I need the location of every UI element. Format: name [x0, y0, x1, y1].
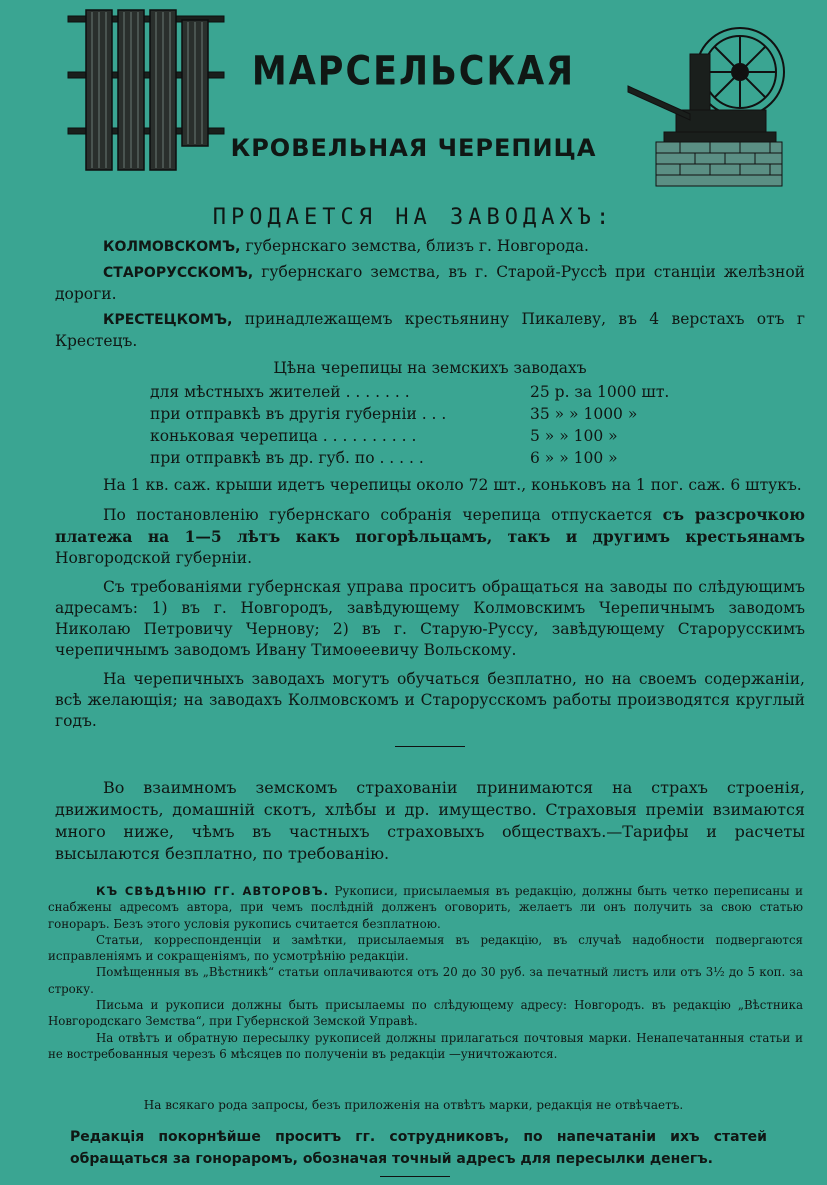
factory-name: КОЛМОВСКОМЪ, [103, 239, 241, 255]
fee-note: Редакція покорнѣйше проситъ гг. сотрудниковъ, по напечатаніи ихъ статей обращаться за гонораромъ, обозначая точный адресъ для пересылки денегъ. [70, 1129, 767, 1167]
price-label: коньковая черепица . . . . . . . . . . [150, 427, 417, 445]
main-text [55, 236, 805, 869]
price-value: 5 » » 100 » [530, 427, 618, 445]
stamps-note: На всякаго рода запросы, безъ приложенія на отвѣтъ марки, редакція не отвѣчаетъ. [143, 1098, 684, 1112]
credit-region: Новгородской губерніи. [55, 549, 252, 567]
page-subtitle: КРОВЕЛЬНАЯ ЧЕРЕПИЦА [230, 134, 597, 162]
authors-notice-text: Рукописи, присылаемыя въ редакцію, должны быть четко переписаны и снабжены адресомъ автора, при чемъ послѣдній долженъ оговорить, желаетъ ли онъ получить за свою статью гонораръ. Безъ этого условія рукопись считается безплатною. [48, 884, 803, 931]
price-row [150, 403, 710, 425]
credit-paragraph [55, 504, 805, 569]
authors-notice [48, 883, 803, 1062]
factory-description: губернскаго земства, близъ г. Новгорода. [240, 237, 589, 255]
authors-notice-heading: КЪ СВѢДѢНІЮ ГГ. АВТОРОВЪ. [96, 884, 329, 898]
price-label: для мѣстныхъ жителей . . . . . . . [150, 383, 410, 401]
price-row [150, 425, 710, 447]
bottom-divider [380, 1176, 450, 1177]
header [0, 0, 827, 200]
factory-description: губернскаго земства, въ г. Старой-Руссѣ при станціи желѣзной дороги. [55, 263, 805, 303]
price-value: 25 р. за 1000 шт. [530, 383, 670, 401]
price-row [150, 447, 710, 469]
tile-press-machine-illustration [620, 14, 790, 190]
factory-staraya-russa [55, 262, 805, 305]
factory-kolmovo [55, 236, 805, 258]
page-title: МАРСЕЛЬСКАЯ [251, 49, 576, 95]
requests-paragraph: Съ требованіями губернская управа проситъ обращаться на заводы по слѣдующимъ адресамъ: 1) въ г. Новгородъ, завѣдующему Колмовскимъ Черепичнымъ заводомъ Николаю Петровичу Чернову; 2) въ г. Старую-Руссу, завѣдующему Старорусскимъ черепичнымъ заводомъ Ивану Тимоѳеевичу Вольскому. [55, 578, 805, 659]
credit-text: По постановленію губернскаго собранія черепица отпускается [103, 506, 663, 524]
training-paragraph: На черепичныхъ заводахъ могутъ обучаться безплатно, но на своемъ содержаніи, всѣ желающія; на заводахъ Колмовскомъ и Старорусскомъ работы производятся круглый годъ. [55, 670, 805, 730]
factory-name: КРЕСТЕЦКОМЪ, [103, 312, 233, 328]
authors-notice-p5: На отвѣтъ и обратную пересылку рукописей должны прилагаться почтовыя марки. Ненапечатанныя статьи и не востребованныя черезъ 6 мѣсяцев по полученіи въ редакціи —уничтожаются. [48, 1030, 803, 1061]
price-label: при отправкѣ въ другія губерніи . . . [150, 405, 447, 423]
credit-terms: съ разсрочкою платежа на 1—5 лѣтъ какъ погорѣльцамъ, такъ и другимъ крестьянамъ [55, 505, 805, 546]
sold-at-factories-heading: ПРОДАЕТСЯ НА ЗАВОДАХЪ: [212, 205, 615, 230]
price-value: 6 » » 100 » [530, 449, 618, 467]
authors-notice-p1 [48, 883, 803, 932]
factory-krestsy [55, 309, 805, 352]
factory-description: принадлежащемъ крестьянину Пикалеву, въ 4 верстахъ отъ г Крестецъ. [55, 310, 805, 350]
price-list-title: Цѣна черепицы на земскихъ заводахъ [273, 359, 587, 377]
factory-name: СТАРОРУССКОМЪ, [103, 265, 254, 281]
authors-notice-p3: Помѣщенныя въ „Вѣстникѣ“ статьи оплачиваются отъ 20 до 30 руб. за печатный листъ или отъ 3½ до 5 коп. за строку. [48, 965, 803, 996]
divider [395, 746, 465, 747]
price-row [150, 381, 710, 403]
price-list [150, 381, 710, 469]
authors-notice-p2: Статьи, корреспонденціи и замѣтки, присылаемыя въ редакцію, въ случаѣ надобности подвергаются исправленіямъ и сокращеніямъ, по усмотрѣнію редакціи. [48, 932, 803, 964]
price-label: при отправкѣ въ др. губ. по . . . . . [150, 449, 424, 467]
insurance-paragraph: Во взаимномъ земскомъ страхованіи принимаются на страхъ строенія, движимость, домашній скотъ, хлѣбы и др. имущество. Страховыя преміи взимаются много ниже, чѣмъ въ частныхъ страховыхъ обществахъ.—Тарифы и расчеты высылаются безплатно, по требованію. [55, 778, 805, 863]
roof-consumption-paragraph: На 1 кв. саж. крыши идетъ черепицы около 72 шт., коньковъ на 1 пог. саж. 6 штукъ. [103, 476, 802, 494]
price-value: 35 » » 1000 » [530, 405, 638, 423]
authors-notice-p4: Письма и рукописи должны быть присылаемы по слѣдующему адресу: Новгородъ. въ редакцію „Вѣстника Новгородскаго Земства“, при Губернской Земской Управѣ. [48, 998, 803, 1029]
